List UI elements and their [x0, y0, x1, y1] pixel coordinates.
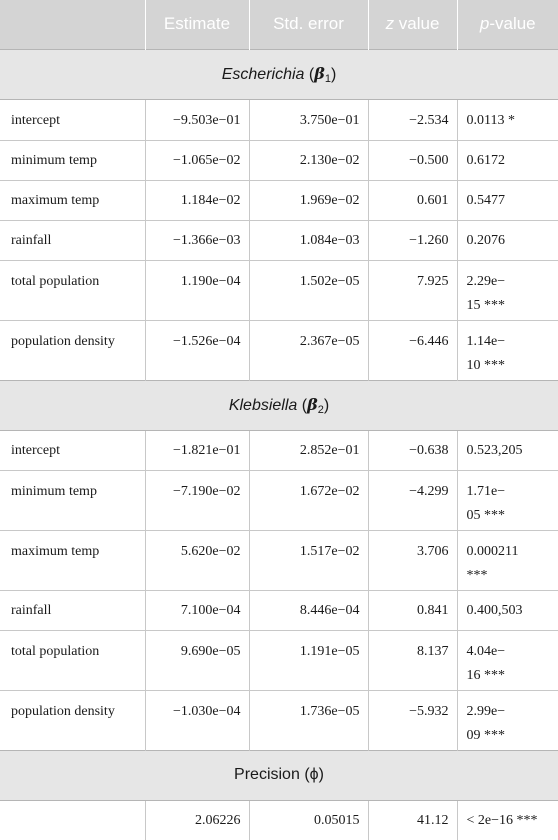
row-label: rainfall: [0, 590, 145, 630]
p-value-line2: 15 ***: [466, 297, 505, 313]
section-klebsiella: [0, 380, 558, 430]
z-value-cell: −5.932: [368, 690, 457, 750]
section-name: Precision: [234, 766, 300, 783]
p-value-cell: [457, 530, 558, 590]
p-value-cell: [457, 180, 558, 220]
estimate-cell: −9.503e−01: [145, 99, 249, 140]
p-value-cell: [457, 690, 558, 750]
std-error-cell: 1.736e−05: [249, 690, 368, 750]
p-value-cell: [457, 470, 558, 530]
z-value-cell: −0.638: [368, 430, 457, 470]
estimate-cell: 9.690e−05: [145, 630, 249, 690]
p-value-line1: 0.2076: [466, 232, 505, 248]
p-value-cell: [457, 140, 558, 180]
header-estimate: Estimate: [145, 0, 249, 49]
std-error-cell: 1.502e−05: [249, 260, 368, 320]
estimate-cell: −7.190e−02: [145, 470, 249, 530]
row-label: minimum temp: [0, 140, 145, 180]
phi-symbol: (ϕ): [304, 766, 324, 783]
p-value-cell: [457, 800, 558, 840]
beta-symbol: β: [307, 394, 318, 414]
header-z-symbol: z: [385, 14, 395, 34]
std-error-cell: 8.446e−04: [249, 590, 368, 630]
p-value-line2: 05 ***: [466, 507, 505, 523]
z-value-cell: 3.706: [368, 530, 457, 590]
row-label: total population: [0, 260, 145, 320]
header-label-column: [0, 0, 145, 49]
std-error-cell: 1.084e−03: [249, 220, 368, 260]
section-title: Klebsiella $(\beta_2)$: [0, 380, 558, 430]
p-value-line1: 0.0113 *: [466, 112, 515, 128]
section-precision: [0, 750, 558, 800]
p-value-line1: 1.71e−: [466, 483, 506, 499]
row-label: population density: [0, 320, 145, 380]
section-title: [0, 750, 558, 800]
table-row: [0, 260, 558, 320]
p-value-line2: ***: [466, 567, 488, 583]
p-value-cell: [457, 320, 558, 380]
p-value-cell: [457, 430, 558, 470]
z-value-cell: −4.299: [368, 470, 457, 530]
header-z-value: [368, 0, 457, 49]
beta-subscript: 2: [317, 403, 324, 416]
std-error-cell: 2.367e−05: [249, 320, 368, 380]
z-value-cell: 0.841: [368, 590, 457, 630]
p-value-line1: 2.99e−: [466, 703, 506, 719]
row-label: population density: [0, 690, 145, 750]
std-error-cell: 0.05015: [249, 800, 368, 840]
z-value-cell: 8.137: [368, 630, 457, 690]
row-label: [0, 800, 145, 840]
table-row: [0, 430, 558, 470]
estimate-cell: 7.100e−04: [145, 590, 249, 630]
table-row: [0, 590, 558, 630]
z-value-cell: −1.260: [368, 220, 457, 260]
header-p-value: [457, 0, 558, 49]
std-error-cell: 3.750e−01: [249, 99, 368, 140]
z-value-cell: −0.500: [368, 140, 457, 180]
p-value-line1: 0.5477: [466, 192, 505, 208]
z-value-cell: 7.925: [368, 260, 457, 320]
estimate-cell: 5.620e−02: [145, 530, 249, 590]
p-value-line1: 4.04e−: [466, 643, 506, 659]
estimate-cell: −1.366e−03: [145, 220, 249, 260]
section-name: Klebsiella: [228, 396, 298, 414]
std-error-cell: 2.130e−02: [249, 140, 368, 180]
table-row: [0, 470, 558, 530]
header-p-symbol: p: [479, 14, 490, 34]
beta-symbol: β: [314, 63, 325, 83]
std-error-cell: 1.191e−05: [249, 630, 368, 690]
header-z-text: value: [394, 14, 440, 34]
section-title: Escherichia $(\beta_1)$: [0, 49, 558, 99]
p-value-line1: 0.523,205: [466, 442, 523, 458]
row-label: maximum temp: [0, 530, 145, 590]
p-value-line2: 10 ***: [466, 357, 505, 373]
row-label: maximum temp: [0, 180, 145, 220]
std-error-cell: 1.969e−02: [249, 180, 368, 220]
p-value-cell: [457, 99, 558, 140]
p-value-cell: [457, 260, 558, 320]
estimate-cell: 2.06226: [145, 800, 249, 840]
estimate-cell: 1.184e−02: [145, 180, 249, 220]
table-row: [0, 530, 558, 590]
row-label: intercept: [0, 99, 145, 140]
table-row: [0, 800, 558, 840]
p-value-line1: 2.29e−: [466, 273, 506, 289]
estimate-cell: −1.065e−02: [145, 140, 249, 180]
p-value-line2: 09 ***: [466, 727, 505, 743]
std-error-cell: 1.517e−02: [249, 530, 368, 590]
row-label: rainfall: [0, 220, 145, 260]
table-row: [0, 99, 558, 140]
p-value-line2: 16 ***: [466, 667, 505, 683]
p-value-line1: < 2e−16 ***: [466, 812, 538, 828]
z-value-cell: 41.12: [368, 800, 457, 840]
row-label: intercept: [0, 430, 145, 470]
p-value-cell: [457, 220, 558, 260]
z-value-cell: 0.601: [368, 180, 457, 220]
table-row: [0, 220, 558, 260]
table-row: [0, 690, 558, 750]
p-value-line1: 0.400,503: [466, 602, 523, 618]
row-label: minimum temp: [0, 470, 145, 530]
table-row: [0, 630, 558, 690]
header-row: [0, 0, 558, 49]
estimate-cell: −1.030e−04: [145, 690, 249, 750]
estimate-cell: −1.821e−01: [145, 430, 249, 470]
z-value-cell: −2.534: [368, 99, 457, 140]
std-error-cell: 1.672e−02: [249, 470, 368, 530]
header-p-text: -value: [489, 14, 536, 34]
p-value-line1: 1.14e−: [466, 333, 506, 349]
table-row: [0, 320, 558, 380]
beta-subscript: 1: [324, 72, 331, 85]
table-row: [0, 140, 558, 180]
header-std-error: Std. error: [249, 0, 368, 49]
section-escherichia: [0, 49, 558, 99]
estimate-cell: 1.190e−04: [145, 260, 249, 320]
p-value-line1: 0.000211: [466, 543, 519, 559]
z-value-cell: −6.446: [368, 320, 457, 380]
table-row: [0, 180, 558, 220]
p-value-cell: [457, 630, 558, 690]
p-value-line1: 0.6172: [466, 152, 505, 168]
estimate-cell: −1.526e−04: [145, 320, 249, 380]
p-value-cell: [457, 590, 558, 630]
row-label: total population: [0, 630, 145, 690]
section-name: Escherichia: [221, 65, 305, 83]
std-error-cell: 2.852e−01: [249, 430, 368, 470]
